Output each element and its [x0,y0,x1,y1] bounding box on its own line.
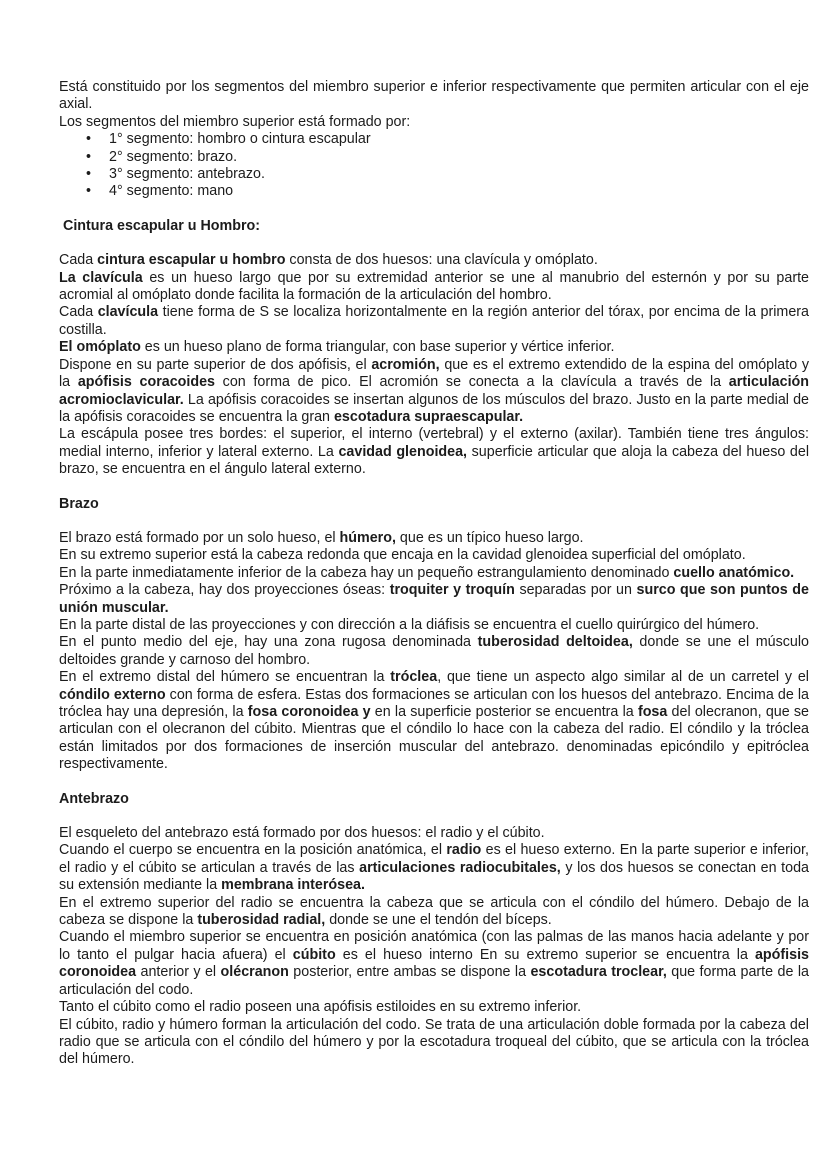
list-item: • 2° segmento: brazo. [86,148,238,165]
bullet-icon: • [86,131,92,148]
paragraph: Próximo a la cabeza, hay dos proyecciones óseas: troquiter y troquín separadas por un surco que son puntos de unión muscular. [59,582,809,616]
paragraph: En la parte inmediatamente inferior de la cabeza hay un pequeño estrangulamiento denominado cuello anatómico. [59,564,795,581]
paragraph: Dispone en su parte superior de dos apófisis, el acromión, que es el extremo extendido de la espina del omóplato y la apófisis coracoides con forma de pico. El acromión se conecta a la clavícula a través de la articulación acromioclavicular. La apófisis coracoides se insertan algunos de los músculos del brazo. Justo en la parte medial de la apófisis coracoides se encuentra la gran escotadura supraescapular. [59,356,810,425]
paragraph: En el extremo distal del húmero se encuentran la tróclea, que tiene un aspecto algo similar al de un carretel y el cóndilo externo con forma de esfera. Estas dos formaciones se articulan con los huesos del antebrazo. Encima de la tróclea hay una depresión, la fosa coronoidea y en la superficie posterior se encuentra la fosa del olecranon, que se articulan con el olecranon del cúbito. Mientras que el cóndilo lo hace con la cabeza del radio. El cóndilo y la tróclea están limitados por dos formaciones de inserción muscular del antebrazo. denominadas epicóndilo y epitróclea respectivamente. [59,669,809,773]
section-heading-hombro: Cintura escapular u Hombro: [63,217,261,234]
bullet-icon: • [86,166,92,183]
paragraph: La escápula posee tres bordes: el superior, el interno (vertebral) y el externo (axilar). También tiene tres ángulos: medial interno, inferior y lateral externo. La cavidad glenoidea, superficie articular que aloja la cabeza del hueso del brazo, se encuentra en el ángulo lateral externo. [59,426,809,478]
bullet-icon: • [86,148,92,165]
segments-list [59,131,809,201]
paragraph: El cúbito, radio y húmero forman la articulación del codo. Se trata de una articulación doble formada por la cabeza del radio que se articula con el cóndilo del húmero y por la escotadura troqueal del cúbito, que se articula con la tróclea del húmero. [59,1016,809,1068]
intro-list-lead: Los segmentos del miembro superior está formado por: [59,113,411,130]
paragraph: Cada clavícula tiene forma de S se localiza horizontalmente en la región anterior del tórax, por encima de la primera costilla. [59,304,809,338]
list-item: • 3° segmento: antebrazo. [86,166,265,183]
paragraph: El esqueleto del antebrazo está formado por dos huesos: el radio y el cúbito. [59,825,545,842]
paragraph: En la parte distal de las proyecciones y con dirección a la diáfisis se encuentra el cuello quirúrgico del húmero. [59,616,760,633]
paragraph: En el extremo superior del radio se encuentra la cabeza que se articula con el cóndilo del húmero. Debajo de la cabeza se dispone la tuberosidad radial, donde se une el tendón del bíceps. [59,894,809,929]
list-item: • 1° segmento: hombro o cintura escapular [86,131,371,148]
document-page [59,79,809,1069]
paragraph: Cuando el miembro superior se encuentra en posición anatómica (con las palmas de las manos hacia adelante y por lo tanto el pulgar hacia afuera) el cúbito es el hueso interno En su extremo superior se encuentra la apófisis coronoidea anterior y el olécranon posterior, entre ambas se dispone la escotadura troclear, que forma parte de la articulación del codo. [59,929,809,998]
paragraph: Tanto el cúbito como el radio poseen una apófisis estiloides en su extremo inferior. [59,999,582,1016]
bullet-icon: • [86,183,92,200]
paragraph: Cuando el cuerpo se encuentra en la posición anatómica, el radio es el hueso externo. En la parte superior e inferior, el radio y el cúbito se articulan a través de las articulaciones radiocubitales, y los dos huesos se conectan en toda su extensión mediante la membrana interósea. [59,842,809,894]
paragraph: En el punto medio del eje, hay una zona rugosa denominada tuberosidad deltoidea, donde se une el músculo deltoides grande y carnoso del hombro. [59,634,809,668]
paragraph: En su extremo superior está la cabeza redonda que encaja en la cavidad glenoidea superficial del omóplato. [59,547,746,564]
paragraph: La clavícula es un hueso largo que por su extremidad anterior se une al manubrio del esternón y por su parte acromial al omóplato donde facilita la formación de la articulación del hombro. [59,269,810,304]
section-heading-brazo: Brazo [59,495,99,512]
list-item: • 4° segmento: mano [86,183,234,200]
section-heading-antebrazo: Antebrazo [59,790,129,807]
paragraph: Cada cintura escapular u hombro consta de dos huesos: una clavícula y omóplato. [59,252,598,269]
paragraph: El brazo está formado por un solo hueso, el húmero, que es un típico hueso largo. [59,529,584,546]
intro-paragraph: Está constituido por los segmentos del miembro superior e inferior respectivamente que permiten articular con el eje axial. [59,79,809,113]
paragraph: El omóplato es un hueso plano de forma triangular, con base superior y vértice inferior. [59,339,615,356]
